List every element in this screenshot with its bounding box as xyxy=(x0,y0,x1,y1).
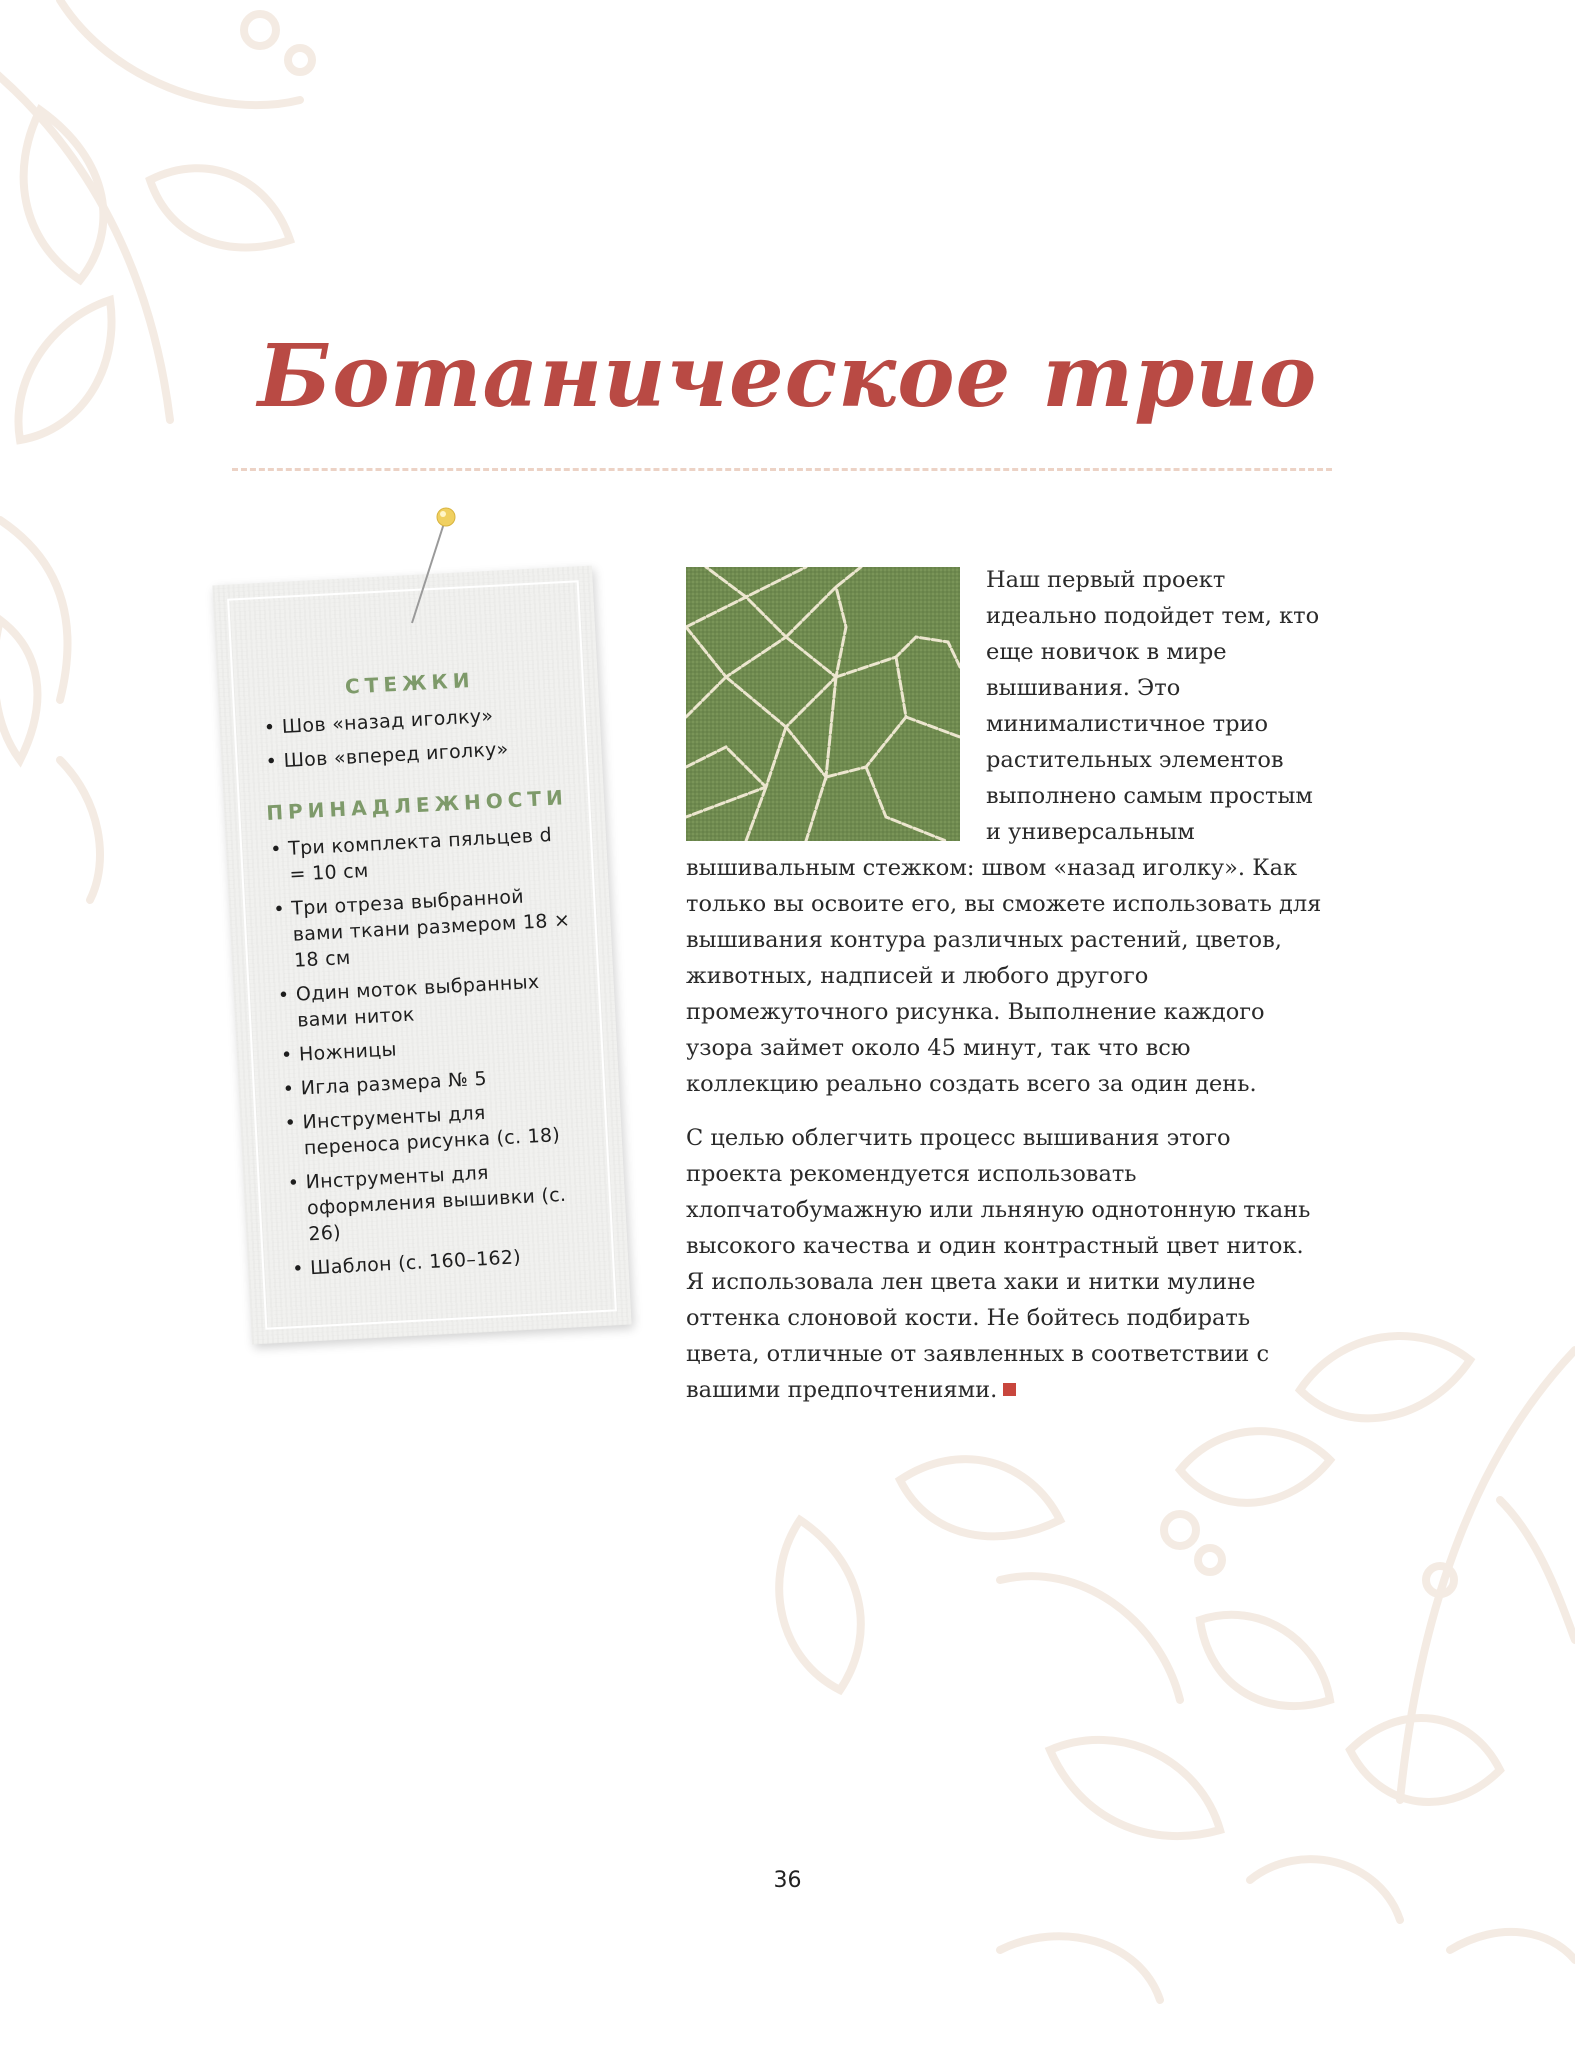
page-title: Ботаническое трио xyxy=(257,326,1318,427)
pin-icon xyxy=(400,505,460,630)
stitches-list xyxy=(261,699,564,775)
paragraph-intro: Наш первый проект идеально подойдет тем, кто еще новичок в мире вышивания. Это минималистичное трио растительных элементов выполнено самым простым и универсальным вышивальным стежком: швом «назад иголку». Как только вы освоите его, вы сможете использовать для вышивания контура различных растений, цветов, животных, надписей и любого другого промежуточного рисунка. Выполнение каждого узора займет около 45 минут, так что всю коллекцию реально создать всего за один день. xyxy=(686,567,1322,1097)
supply-item: • Игла размера № 5 xyxy=(280,1061,581,1103)
supply-item: • Инструменты для переноса рисунка (с. 18) xyxy=(282,1095,584,1163)
end-of-article-mark xyxy=(1003,1383,1016,1396)
stitches-heading: СТЕЖКИ xyxy=(344,667,476,699)
stitch-item: • Шов «вперед иголку» xyxy=(263,733,564,775)
supplies-card xyxy=(212,566,631,1345)
paragraph-recommendation xyxy=(686,1120,1322,1408)
supplies-list xyxy=(268,821,591,1282)
paragraph-recommendation-text: С целью облегчить процесс вышивания этого проекта рекомендуется использовать хлопчатобумажную или льняную однотонную ткань высокого качества и один контрастный цвет ниток. Я использовала лен цвета хаки и нитки мулине оттенка слоновой кости. Не бойтесь подбирать цвета, отличные от заявленных в соответствии с вашими предпочтениями. xyxy=(686,1125,1311,1403)
page-number: 36 xyxy=(773,1868,802,1893)
supply-item: • Ножницы xyxy=(278,1027,579,1069)
supply-item: • Один моток выбранных вами ниток xyxy=(275,967,577,1035)
supply-item: • Три отреза выбранной вами ткани размером 18 × 18 см xyxy=(271,881,575,975)
photo-spacer xyxy=(686,562,960,844)
article-body xyxy=(686,562,1322,1426)
supply-item: • Инструменты для оформления вышивки (с. 26) xyxy=(285,1155,589,1249)
supplies-heading: ПРИНАДЛЕЖНОСТИ xyxy=(265,785,569,825)
title-divider xyxy=(232,468,1332,471)
supply-item: • Шаблон (с. 160–162) xyxy=(290,1241,591,1283)
stitch-item: • Шов «назад иголку» xyxy=(261,699,562,741)
supply-item: • Три комплекта пяльцев d = 10 см xyxy=(268,821,570,889)
